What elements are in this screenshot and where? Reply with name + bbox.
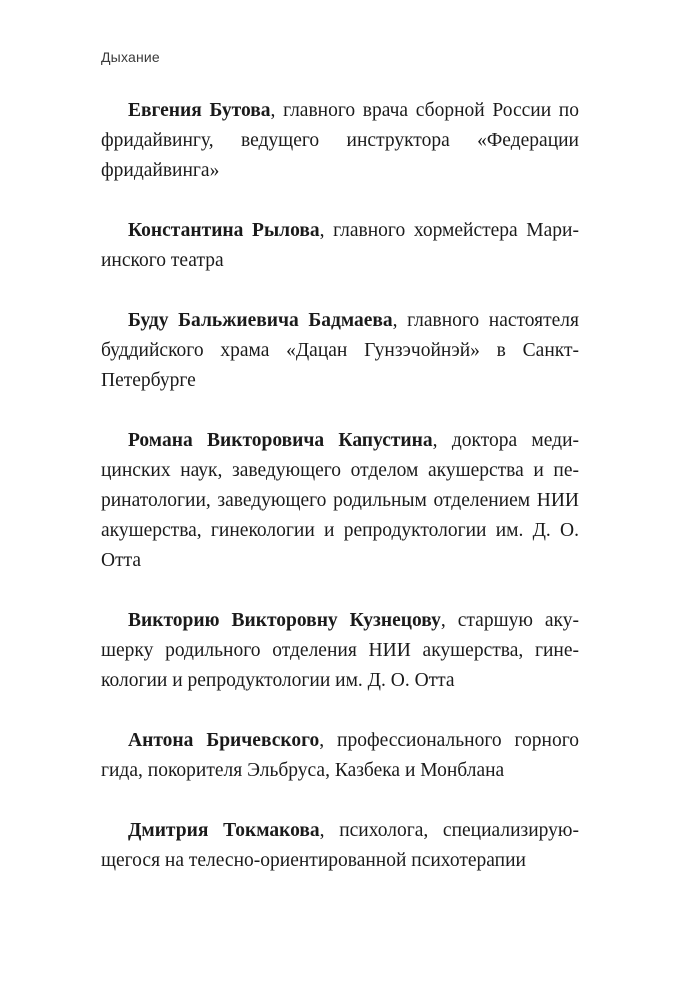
person-description: , психолога, специализирующегося на телесно-ориентированной психотерапии — [101, 820, 579, 871]
acknowledgement-entry — [101, 96, 579, 186]
acknowledgement-entry — [101, 816, 579, 876]
person-name: Романа Викторовича Капустина — [128, 430, 433, 451]
person-name: Буду Бальжиевича Бадмаева — [128, 310, 393, 331]
acknowledgement-entry — [101, 726, 579, 786]
person-description: , главного хормейстера Мариинского театра — [101, 220, 579, 271]
person-name: Евгения Бутова — [128, 100, 271, 121]
person-name: Дмитрия Токмакова — [128, 820, 320, 841]
person-description: , главного врача сборной России по фридайвингу, ведущего инструктора «Федерации фридайвинга» — [101, 100, 579, 181]
person-description: , доктора медицинских наук, заведующего отделом акушерства и перинатологии, заведующего родильным отделением НИИ акушерства, гинекологии и репродуктологии им. Д. О. Отта — [101, 430, 580, 571]
person-name: Антона Бричевского — [128, 730, 320, 751]
acknowledgement-entry — [101, 306, 579, 396]
acknowledgement-entry — [101, 426, 579, 576]
person-description: , главного настоятеля буддийского храма «Дацан Гунзэчойнэй» в Санкт-Петербурге — [101, 310, 579, 391]
acknowledgement-entry — [101, 216, 579, 276]
person-description: , старшую акушерку родильного отделения НИИ акушерства, гинекологии и репродуктологии им. Д. О. Отта — [101, 610, 579, 691]
person-description: , профессионального горного гида, покорителя Эльбруса, Казбека и Монблана — [101, 730, 579, 781]
person-name: Викторию Викторовну Кузнецову — [128, 610, 441, 631]
person-name: Константина Рылова — [128, 220, 320, 241]
running-head: Дыхание — [101, 49, 160, 65]
acknowledgement-entry — [101, 606, 579, 696]
acknowledgements-list — [101, 96, 579, 906]
